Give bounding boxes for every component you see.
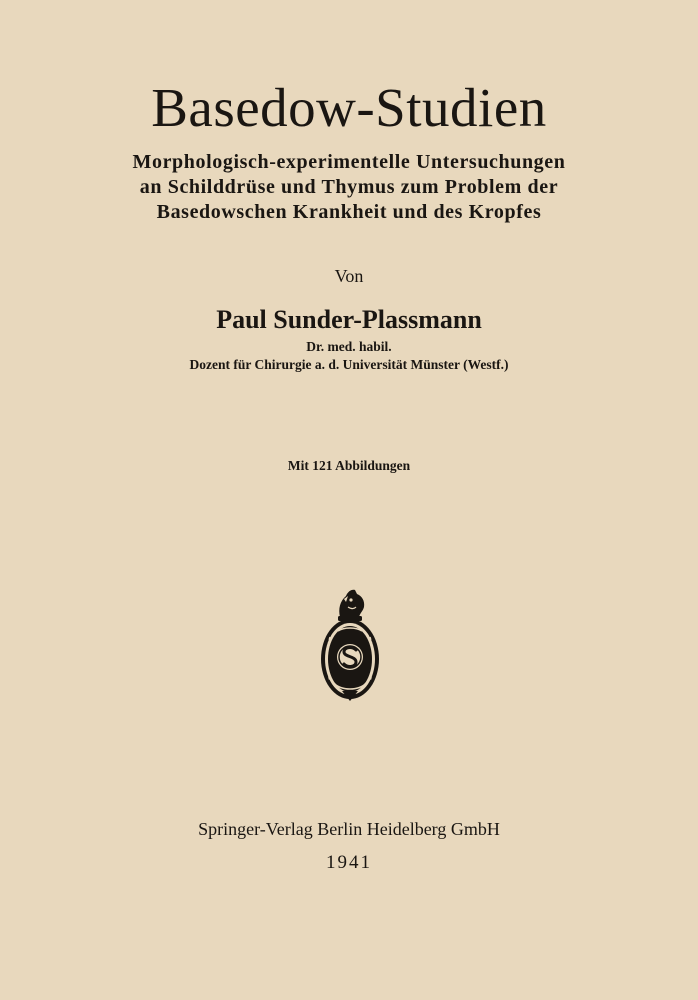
by-label: Von bbox=[334, 266, 364, 286]
publisher-name: Springer-Verlag Berlin Heidelberg GmbH bbox=[198, 819, 500, 839]
publication-year: 1941 bbox=[326, 852, 372, 873]
subtitle-line: Basedowschen Krankheit und des Kropfes bbox=[156, 201, 542, 223]
subtitle-line: Morphologisch-experimentelle Untersuchungen bbox=[132, 151, 566, 173]
author-degree: Dr. med. habil. bbox=[306, 339, 392, 354]
illustrations-note: Mit 121 Abbildungen bbox=[287, 458, 411, 473]
author-name: Paul Sunder-Plassmann bbox=[216, 305, 482, 334]
subtitle-line: an Schilddrüse und Thymus zum Problem der bbox=[139, 176, 559, 198]
author-affiliation: Dozent für Chirurgie a. d. Universität Münster (Westf.) bbox=[189, 357, 509, 372]
book-title: Basedow-Studien bbox=[151, 77, 547, 138]
springer-chess-knight-emblem-icon bbox=[318, 587, 382, 705]
book-subtitle bbox=[0, 150, 698, 225]
